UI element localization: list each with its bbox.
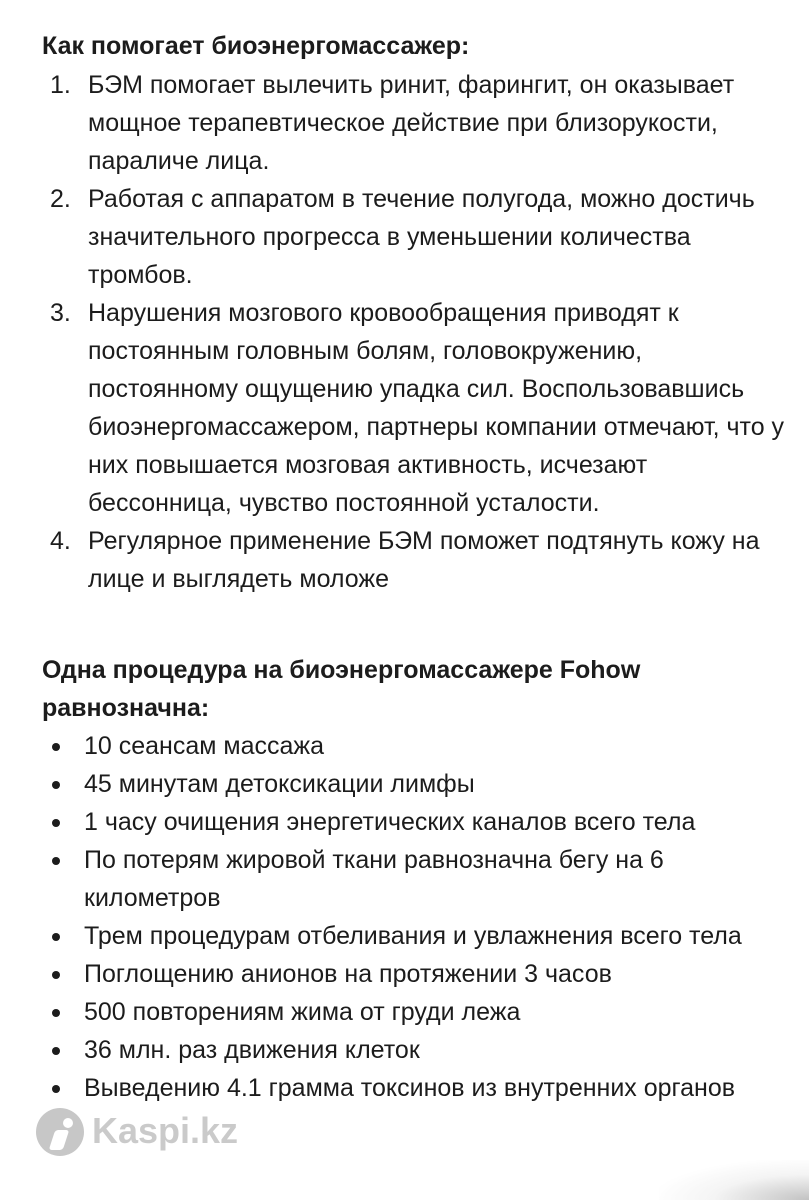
bullet-text: 45 минутам детоксикации лимфы xyxy=(84,770,475,798)
benefits-list xyxy=(0,66,809,598)
kaspi-watermark xyxy=(36,1106,266,1166)
list-item xyxy=(0,522,788,598)
list-item-text: Нарушения мозгового кровообращения приводят к постоянным головным болям, головокружению, постоянному ощущению упадка сил. Воспользовавшись биоэнергомассажером, партнеры компании отмечают, что у них повышается мозговая активность, исчезают бессонница, чувство постоянной усталости. xyxy=(88,299,785,517)
list-number: 4. xyxy=(50,527,71,555)
bullet-item xyxy=(0,1031,774,1069)
bullet-text: По потерям жировой ткани равнозначна бегу на 6 километров xyxy=(84,846,664,912)
bullet-text: 10 сеансам массажа xyxy=(84,732,325,760)
bullet-text: Поглощению анионов на протяжении 3 часов xyxy=(84,960,612,988)
list-item xyxy=(0,66,788,180)
bullet-icon xyxy=(52,857,60,865)
list-item xyxy=(0,180,788,294)
bullet-text: Трем процедурам отбеливания и увлажнения всего тела xyxy=(84,922,742,950)
bullet-icon xyxy=(52,781,60,789)
bullet-item xyxy=(0,765,774,803)
bullet-item xyxy=(0,727,774,765)
list-item-text: Регулярное применение БЭМ поможет подтянуть кожу на лице и выглядеть моложе xyxy=(88,527,760,593)
list-number: 3. xyxy=(50,299,71,327)
bullet-icon xyxy=(52,743,60,751)
bullet-icon xyxy=(52,1009,60,1017)
bullet-text: 36 млн. раз движения клеток xyxy=(84,1036,420,1064)
list-item-text: Работая с аппаратом в течение полугода, можно достичь значительного прогресса в уменьшении количества тромбов. xyxy=(88,185,755,289)
bullet-text: Выведению 4.1 грамма токсинов из внутренних органов xyxy=(84,1074,736,1102)
list-item-text: БЭМ помогает вылечить ринит, фарингит, он оказывает мощное терапевтическое действие при близорукости, параличе лица. xyxy=(88,71,735,175)
bullet-text: 500 повторениям жима от груди лежа xyxy=(84,998,521,1026)
corner-shadow xyxy=(659,1160,809,1200)
list-item xyxy=(0,294,788,522)
bullet-item xyxy=(0,917,774,955)
section-heading-benefits: Как помогает биоэнергомассажер: xyxy=(42,32,470,60)
bullet-item xyxy=(0,1069,774,1107)
bullet-icon xyxy=(52,1085,60,1093)
section-heading-equivalents: Одна процедура на биоэнергомассажере Fohow равнозначна: xyxy=(42,656,641,722)
list-number: 2. xyxy=(50,185,71,213)
bullet-item xyxy=(0,841,774,917)
watermark-text: Kaspi.kz xyxy=(92,1110,239,1151)
bullet-item xyxy=(0,803,774,841)
bullet-text: 1 часу очищения энергетических каналов всего тела xyxy=(84,808,696,836)
list-number: 1. xyxy=(50,71,71,99)
bullet-icon xyxy=(52,1047,60,1055)
bullet-icon xyxy=(52,971,60,979)
bullet-icon xyxy=(52,933,60,941)
person-running-icon xyxy=(36,1108,84,1156)
equivalents-list xyxy=(0,727,809,1107)
bullet-item xyxy=(0,955,774,993)
bullet-item xyxy=(0,993,774,1031)
bullet-icon xyxy=(52,819,60,827)
